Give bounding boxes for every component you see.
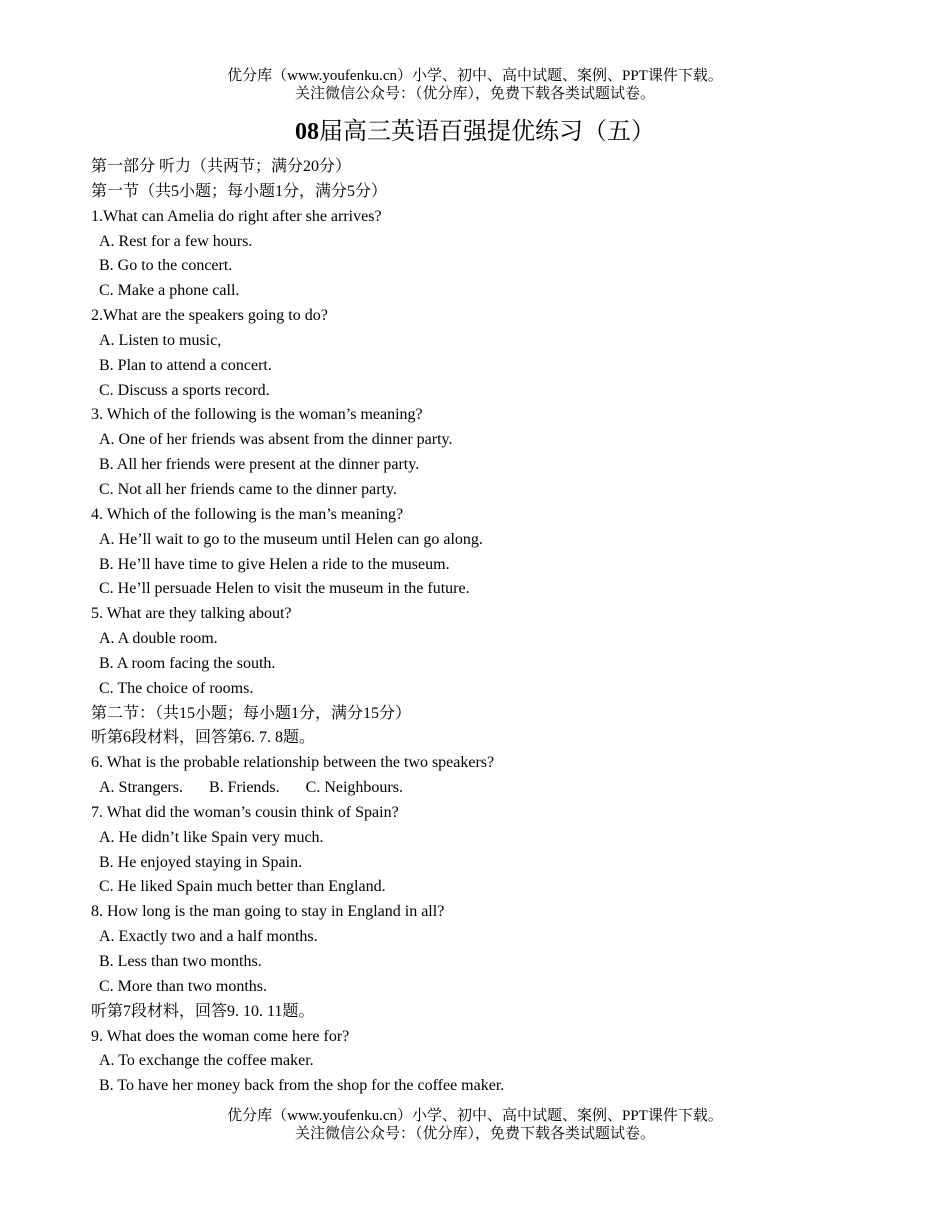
footer-line-1: 优分库（www.youfenku.cn）小学、初中、高中试题、案例、PPT课件下载。	[227, 1108, 723, 1124]
q5-option-a: A. A double room.	[99, 630, 218, 648]
q4-option-a: A. He’ll wait to go to the museum until Helen can go along.	[99, 530, 483, 548]
q3-option-c: C. Not all her friends came to the dinner party.	[99, 480, 397, 498]
question-4: 4. Which of the following is the man’s meaning?	[91, 505, 404, 523]
page-footer	[0, 1107, 950, 1143]
exam-content	[91, 155, 891, 1099]
question-8: 8. How long is the man going to stay in England in all?	[91, 903, 445, 921]
question-2: 2.What are the speakers going to do?	[91, 307, 328, 325]
question-5: 5. What are they talking about?	[91, 605, 292, 623]
q6-options	[91, 776, 891, 801]
page-title	[0, 116, 950, 148]
q6-option-c: C. Neighbours.	[305, 779, 403, 797]
q7-option-c: C. He liked Spain much better than England.	[99, 878, 386, 896]
q9-option-a: A. To exchange the coffee maker.	[99, 1052, 314, 1070]
q7-option-a: A. He didn’t like Spain very much.	[99, 828, 324, 846]
q4-option-b: B. He’ll have time to give Helen a ride to the museum.	[99, 555, 450, 573]
q6-option-b: B. Friends.	[208, 779, 280, 797]
q8-option-c: C. More than two months.	[99, 977, 267, 995]
q2-option-a: A. Listen to music,	[99, 331, 222, 349]
q2-option-c: C. Discuss a sports record.	[99, 381, 270, 399]
page-header	[0, 67, 950, 103]
q3-option-a: A. One of her friends was absent from the dinner party.	[99, 431, 453, 449]
q6-option-a: A. Strangers.	[99, 779, 183, 797]
question-9: 9. What does the woman come here for?	[91, 1027, 350, 1045]
header-line-1: 优分库（www.youfenku.cn）小学、初中、高中试题、案例、PPT课件下载。	[227, 68, 723, 84]
question-6: 6. What is the probable relationship between the two speakers?	[91, 754, 495, 772]
question-7: 7. What did the woman’s cousin think of Spain?	[91, 803, 399, 821]
q2-option-b: B. Plan to attend a concert.	[99, 356, 272, 374]
q5-option-b: B. A room facing the south.	[99, 654, 276, 672]
q5-option-c: C. The choice of rooms.	[99, 679, 254, 697]
q1-option-c: C. Make a phone call.	[99, 282, 240, 300]
section1-heading: 第一节（共5小题；每小题1分，满分5分）	[91, 182, 388, 200]
material-6-instruction: 听第6段材料，回答第6. 7. 8题。	[91, 729, 316, 747]
header-line-2: 关注微信公众号：（优分库），免费下载各类试题试卷。	[294, 86, 655, 102]
footer-line-2: 关注微信公众号：（优分库），免费下载各类试题试卷。	[294, 1126, 655, 1142]
q9-option-b: B. To have her money back from the shop for the coffee maker.	[99, 1077, 505, 1095]
material-7-instruction: 听第7段材料，回答9. 10. 11题。	[91, 1002, 315, 1020]
q3-option-b: B. All her friends were present at the dinner party.	[99, 456, 420, 474]
q1-option-a: A. Rest for a few hours.	[99, 232, 253, 250]
title-number: 08	[295, 119, 319, 145]
part1-heading: 第一部分 听力（共两节；满分20分）	[91, 158, 352, 175]
section2-heading: 第二节：（共15小题；每小题1分，满分15分）	[91, 704, 412, 722]
q1-option-b: B. Go to the concert.	[99, 257, 233, 275]
q8-option-b: B. Less than two months.	[99, 953, 262, 970]
q8-option-a: A. Exactly two and a half months.	[99, 928, 318, 946]
question-1: 1.What can Amelia do right after she arrives?	[91, 207, 382, 225]
question-3: 3. Which of the following is the woman’s meaning?	[91, 406, 423, 424]
title-text: 届高三英语百强提优练习（五）	[319, 119, 655, 145]
q4-option-c: C. He’ll persuade Helen to visit the museum in the future.	[99, 580, 470, 598]
q7-option-b: B. He enjoyed staying in Spain.	[99, 853, 303, 871]
